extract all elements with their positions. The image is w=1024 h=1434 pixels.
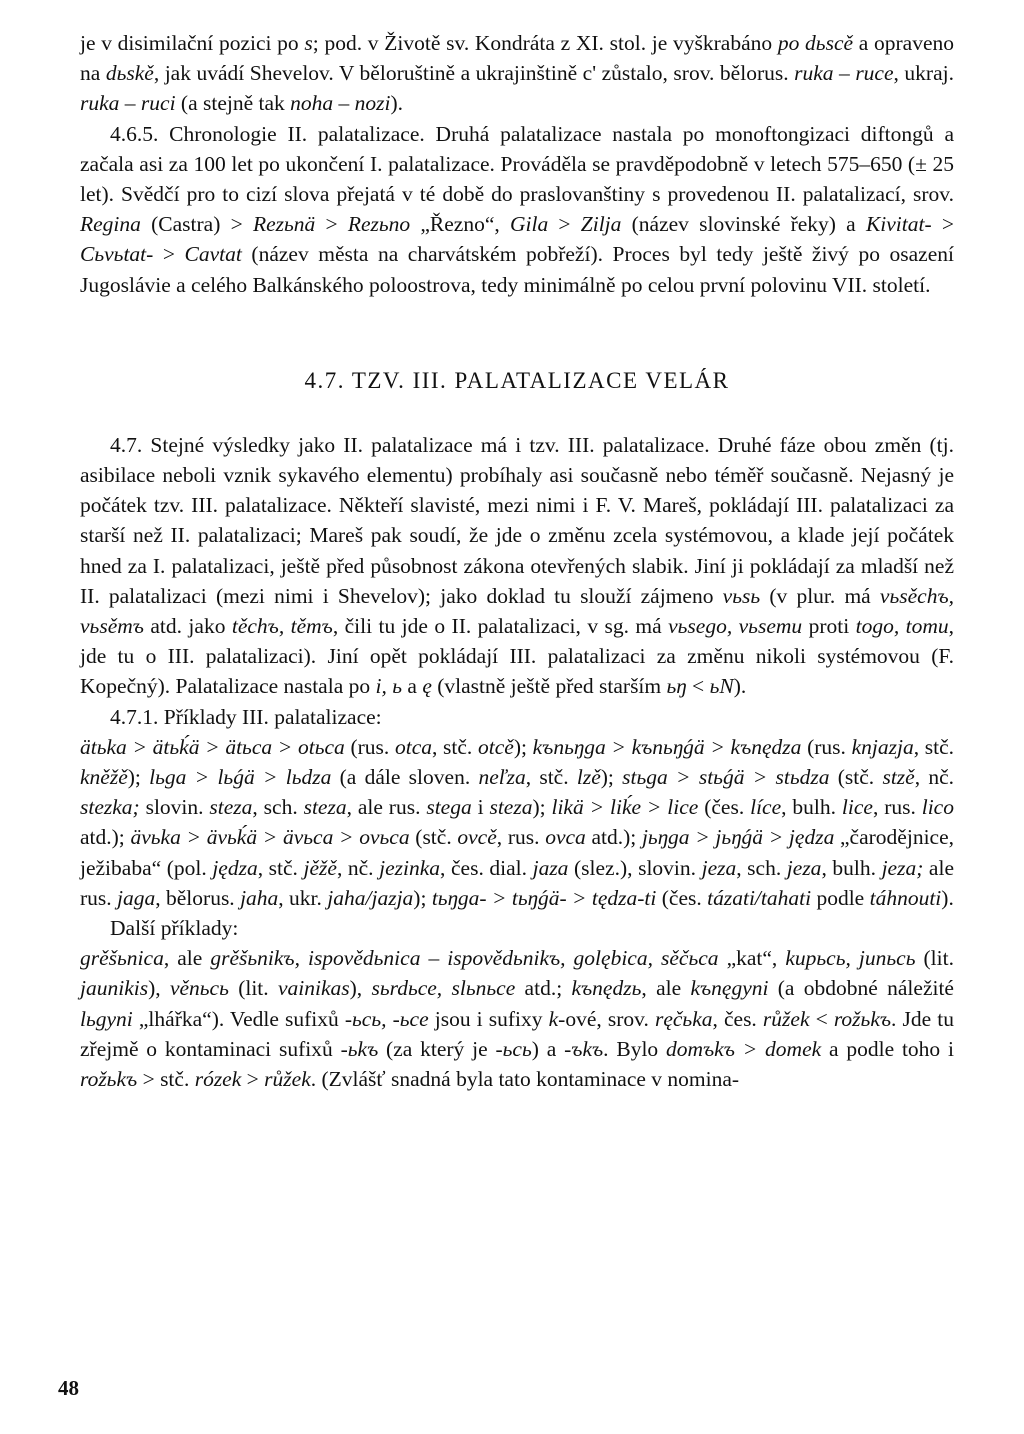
italic-term: ręčьka — [654, 1006, 713, 1031]
italic-term: lico — [921, 795, 954, 820]
italic-term: dьskě — [105, 61, 154, 86]
text-run: , čili tu jde o II. palatalizaci, v sg. má — [332, 614, 669, 639]
text-run: ); — [600, 765, 623, 790]
italic-term: stzě — [882, 765, 915, 790]
italic-term: tьŋga- > tьŋǵä- > tędza-ti — [431, 885, 657, 910]
italic-term: lьgyni — [80, 1006, 133, 1031]
text-run: (lit. — [228, 976, 278, 1001]
more-examples-heading: Další příklady: — [110, 916, 239, 941]
text-run: ). — [390, 91, 404, 116]
text-run: atd.); — [80, 825, 131, 850]
italic-term: vьsego, vьsemu — [668, 614, 803, 639]
paragraph-chronology — [80, 119, 954, 300]
italic-term: Rezьnä — [252, 212, 316, 237]
italic-term: jaga — [117, 885, 156, 910]
text-run: , jde tu o III. palatalizaci). Jiní opět pokládají III. palatalizaci za změnu nikoli systémovou (F. Kopečný). Palatalizace nastala po — [80, 614, 954, 699]
italic-term: Regina — [80, 212, 141, 237]
more-examples-paragraph — [80, 943, 954, 1094]
text-run: atd. jako — [143, 614, 232, 639]
italic-term: noha – nozi — [290, 91, 391, 116]
text-run: ), — [349, 976, 372, 1001]
text-run: , nč. — [914, 765, 955, 790]
italic-term: otcě — [478, 734, 514, 759]
italic-term: Zilja — [580, 212, 622, 237]
text-run: ); — [127, 765, 150, 790]
italic-term: lice — [841, 795, 873, 820]
text-run: , jak uvádí Shevelov. V běloruštině a ukrajinštině c' zůstalo, srov. bělorus. — [153, 61, 795, 86]
text-run: . Jde tu zřejmě o kontaminaci sufixů — [80, 1006, 954, 1061]
italic-term: jeza; — [881, 855, 924, 880]
text-run: a podle toho i — [821, 1036, 954, 1061]
text-run: slovin. — [139, 795, 210, 820]
italic-term: Gila — [509, 212, 549, 237]
text-run: (a obdobné náležité — [768, 976, 954, 1001]
text-run: , ukr. — [278, 885, 328, 910]
text-run: > — [153, 242, 185, 267]
italic-term: kъnędzь — [571, 976, 642, 1001]
text-run: ), — [148, 976, 170, 1001]
italic-term: jьŋga > jьŋǵä > jędza — [641, 825, 835, 850]
text-run: , ale — [641, 976, 691, 1001]
italic-term: stezka; — [80, 795, 140, 820]
italic-term: těchъ, těmъ — [231, 614, 333, 639]
text-run: , stč. — [257, 855, 304, 880]
italic-term: likä > liḱe > lice — [551, 795, 699, 820]
text-run: , nč. — [336, 855, 380, 880]
text-run: (čes. — [656, 885, 708, 910]
italic-term: -ьcь, -ьce — [344, 1006, 429, 1031]
text-run: > — [548, 212, 581, 237]
italic-term: jędza — [212, 855, 258, 880]
text-run: . (Zvlášť snadná byla tato kontaminace v nomina- — [310, 1067, 740, 1092]
text-run: (a dále sloven. — [331, 765, 479, 790]
text-run: je v disimilační pozici po — [80, 31, 305, 55]
text-run: podle — [811, 885, 870, 910]
italic-term: ätьka > ätьḱä > ätьca > otьca — [80, 734, 345, 759]
text-run: (stč. — [829, 765, 883, 790]
text-run: (lit. — [915, 946, 954, 971]
text-run: , ale — [163, 946, 211, 971]
text-run: , ukraj. — [893, 61, 954, 86]
italic-term: steza — [489, 795, 533, 820]
text-run: (rus. — [801, 734, 852, 759]
text-run: „kat“, — [718, 946, 786, 971]
italic-term: ävьka > ävьḱä > ävьca > ovьca — [130, 825, 410, 850]
italic-term: Cavtat — [184, 242, 242, 267]
text-run: ); — [513, 734, 533, 759]
page-number: 48 — [58, 1376, 79, 1400]
italic-term: kъnęgyni — [690, 976, 769, 1001]
italic-term: jezinka — [379, 855, 441, 880]
italic-term: jaha — [240, 885, 279, 910]
text-run: atd.); — [585, 825, 642, 850]
italic-term: Kivitat- — [865, 212, 932, 237]
text-run: > stč. — [137, 1067, 195, 1092]
italic-term: neľza — [478, 765, 526, 790]
text-run: jsou i sufixy — [428, 1006, 549, 1031]
italic-term: kъnьŋga > kъnьŋǵä > kъnędza — [532, 734, 802, 759]
italic-term: ьN — [709, 674, 734, 699]
italic-term: -ъkъ — [564, 1036, 604, 1061]
paragraph-main — [80, 430, 954, 1094]
text-run: 4.6.5. Chronologie II. palatalizace. Druhá palatalizace nastala po monoftongizaci diftongů a začala asi za 100 let po ukončení I. palatalizace. Prováděla se pravděpodobně v letech 575–650 (± 25 let). Svědčí pro to cizí slova přejatá v té době do praslovanštiny s provedenou II. palatalizací, srov. — [80, 121, 954, 207]
italic-term: ruka – ruci — [80, 91, 176, 116]
italic-term: ę — [422, 674, 432, 699]
text-run: ); — [532, 795, 552, 820]
page-body — [80, 28, 954, 1094]
italic-term: -ьkъ — [340, 1036, 379, 1061]
text-run: ). — [733, 674, 747, 699]
italic-term: rožьkъ — [80, 1067, 138, 1092]
text-run: proti — [802, 614, 856, 639]
italic-term: jaha/jazja — [327, 885, 414, 910]
italic-term: po dьscě — [777, 31, 854, 55]
text-run: , stč. — [525, 765, 577, 790]
text-run: a opraveno na — [80, 31, 955, 86]
text-run: , bělorus. — [155, 885, 241, 910]
text-run: , ale rus. — [346, 795, 427, 820]
text-run: (a stejně tak — [175, 91, 291, 116]
text-run: ). — [941, 885, 954, 910]
text-run: atd.; — [515, 976, 572, 1001]
italic-term: stьga > stьǵä > stьdza — [622, 765, 830, 790]
text-run: , rus. — [872, 795, 922, 820]
text-run: „lhářka“). Vedle sufixů — [132, 1006, 345, 1031]
section-heading: 4.7. TZV. III. PALATALIZACE VELÁR — [304, 367, 730, 393]
italic-term: stega — [426, 795, 472, 820]
italic-term: knjazja — [851, 734, 914, 759]
italic-term: Cьvьtat- — [80, 242, 154, 267]
italic-term: ovca — [545, 825, 586, 850]
italic-term: grěšьnikъ, ispovědьnica – ispovědьnikъ, golębica, sěčьca — [210, 946, 719, 971]
text-run: a — [402, 674, 423, 699]
text-run: 4.7. Stejné výsledky jako II. palatalizace má i tzv. III. palatalizace. Druhé fáze obou změn (tj. asibilace neboli vznik sykavého elementu) probíhaly asi současně nebo téměř současně. Nejasný je počátek tzv. III. palatalizace. Někteří slavisté, mezi nimi i F. V. Mareš, pokládají III. palatalizaci za starší než II. palatalizaci; Mareš pak soudí, že jde o změnu zcela systémovou, a klade její počátek hned za I. palatalizaci, ještě před působnost zákona otevřených slabik. Jiní ji pokládají za mladší než II. palatalizaci (mezi nimi i Shevelov); jako doklad tu slouží zájmeno — [80, 432, 954, 608]
text-run: . Bylo — [603, 1036, 666, 1061]
text-run: ); — [413, 885, 432, 910]
text-run: -ové, srov. — [558, 1006, 655, 1031]
text-run: (název města na charvátském pobřeží). Proces byl tedy ještě živý po osazení Jugoslávie a celého Balkánského poloostrova, tedy minimálně po celou první polovinu VII. století. — [80, 242, 954, 297]
italic-term: vainikas — [277, 976, 350, 1001]
italic-term: rózek — [194, 1067, 242, 1092]
text-run: < — [686, 674, 710, 699]
italic-term: rožьkъ — [833, 1006, 892, 1031]
italic-term: ovcě — [457, 825, 497, 850]
italic-term: jěžě — [303, 855, 337, 880]
text-run: (stč. — [409, 825, 458, 850]
italic-term: kupьcь, junьcь — [785, 946, 916, 971]
italic-term: -ьcь — [495, 1036, 532, 1061]
text-run: , sch. — [252, 795, 304, 820]
italic-term: jeza — [701, 855, 737, 880]
text-run: ) a — [531, 1036, 565, 1061]
text-run: (rus. — [344, 734, 395, 759]
italic-term: lьga > lьǵä > lьdza — [149, 765, 332, 790]
italic-term: růžek — [762, 1006, 810, 1031]
italic-term: tázati/tahati — [707, 885, 812, 910]
text-run: ; pod. v Životě sv. Kondráta z XI. stol. je vyškrabáno — [312, 31, 778, 55]
text-run: (slez.), slovin. — [568, 855, 702, 880]
italic-term: jaunikis — [80, 976, 149, 1001]
text-run: (v plur. má — [760, 583, 880, 608]
italic-term: jeza — [786, 855, 822, 880]
text-run: „čarodějnice, ježibaba“ (pol. — [80, 825, 955, 880]
text-run: ale rus. — [80, 855, 954, 910]
italic-term: růžek — [264, 1067, 311, 1092]
italic-term: s — [304, 31, 313, 55]
italic-term: vьsь — [722, 583, 761, 608]
italic-term: steza — [303, 795, 347, 820]
text-run: , bulh. — [821, 855, 882, 880]
italic-term: líce — [750, 795, 782, 820]
text-run: < — [809, 1006, 834, 1031]
examples-paragraph — [80, 732, 954, 913]
text-run: , čes. — [712, 1006, 763, 1031]
italic-term: grěšьnica — [80, 946, 164, 971]
text-run: i — [471, 795, 490, 820]
italic-term: sьrdьce, slьnьce — [371, 976, 516, 1001]
italic-term: steza — [209, 795, 253, 820]
italic-term: domъkъ > domek — [666, 1036, 822, 1061]
text-run: (čes. — [698, 795, 751, 820]
italic-term: jaza — [532, 855, 569, 880]
paragraph-intro — [80, 28, 954, 119]
italic-term: k — [548, 1006, 559, 1031]
examples-heading: 4.7.1. Příklady III. palatalizace: — [110, 704, 382, 729]
text-run: > — [931, 212, 954, 237]
italic-term: Rezьno — [347, 212, 411, 237]
text-run: , rus. — [496, 825, 546, 850]
text-run: , bulh. — [781, 795, 842, 820]
text-run: > — [315, 212, 348, 237]
italic-term: táhnouti — [869, 885, 942, 910]
italic-term: vьsěchъ, vьsěmъ — [80, 583, 954, 639]
text-run: > — [241, 1067, 265, 1092]
italic-term: lzě — [576, 765, 601, 790]
italic-term: kněžě — [80, 765, 128, 790]
text-run: , sch. — [736, 855, 787, 880]
italic-term: i, ь — [375, 674, 403, 699]
text-run: (za který je — [378, 1036, 496, 1061]
italic-term: ьŋ — [666, 674, 687, 699]
text-run: (název slovinské řeky) a — [621, 212, 866, 237]
text-run: , stč. — [913, 734, 955, 759]
italic-term: ruka – ruce — [794, 61, 894, 86]
text-run: (Castra) > — [140, 212, 253, 237]
text-run: , stč. — [432, 734, 478, 759]
text-run: (vlastně ještě před starším — [431, 674, 667, 699]
italic-term: togo, tomu — [855, 614, 949, 639]
italic-term: otca — [394, 734, 432, 759]
italic-term: věnьcь — [169, 976, 229, 1001]
text-run: „Řezno“, — [410, 212, 510, 237]
text-run: , čes. dial. — [440, 855, 533, 880]
